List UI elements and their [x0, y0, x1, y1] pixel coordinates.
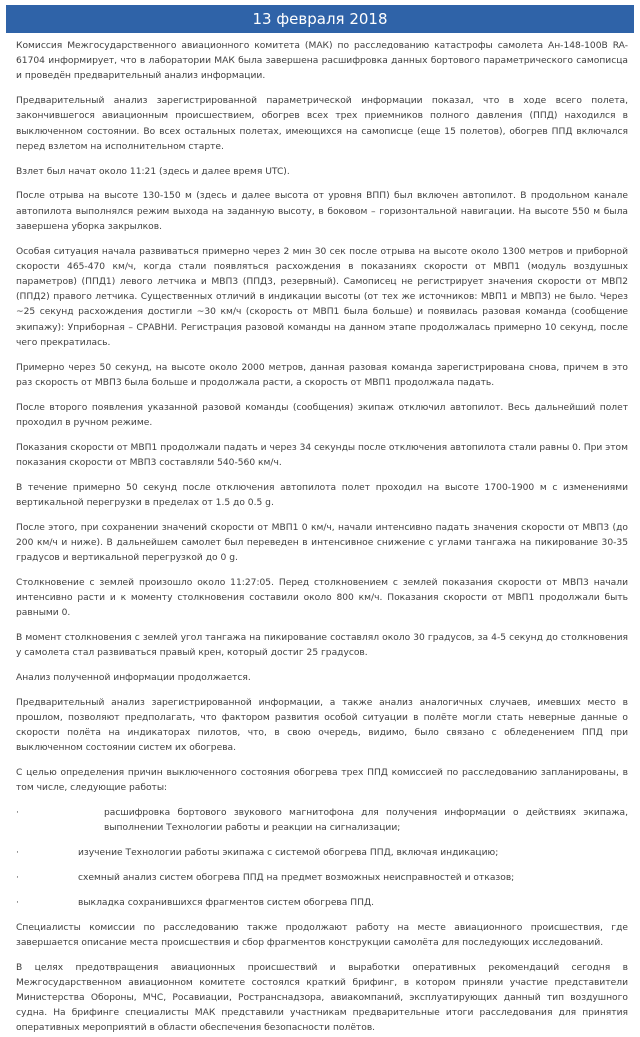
paragraph: В целях предотвращения авиационных происшествий и выработки оперативных рекомендаций сегодня в Межгосударственном авиационном комитете состоялся краткий брифинг, в котором приняли участие представители Министерства Обороны, МЧС, Росавиации, Ространснадзора, авиакомпаний, эксплуатирующих данный тип воздушного судна. На брифинге специалисты МАК представили участникам предварительные итоги расследования для принятия оперативных мероприятий в области обеспечения безопасности полётов.	[16, 962, 628, 1034]
paragraph: После этого, при сохранении значений скорости от МВП1 0 км/ч, начали интенсивно падать значения скорости от МВП3 (до 200 км/ч и ниже). В дальнейшем самолет был переведен в интенсивное снижение с углами тангажа на пикирование 30-35 градусов и вертикальной перегрузкой до 0 g.	[16, 522, 628, 564]
bullet-marker: ·	[16, 897, 19, 908]
paragraph: Комиссия Межгосударственного авиационного комитета (МАК) по расследованию катастрофы самолета Ан-148-100В RA-61704 информирует, что в лаборатории МАК была завершена расшифровка данных бортового параметрического самописца и проведён предварительный анализ информации.	[16, 41, 628, 82]
list-item	[16, 896, 628, 911]
paragraph: Анализ полученной информации продолжается.	[16, 673, 251, 684]
paragraph: Показания скорости от МВП1 продолжали падать и через 34 секунды после отключения автопилота стали равны 0. При этом показания скорости от МВП3 составляли 540-560 км/ч.	[16, 442, 628, 468]
paragraph: Предварительный анализ зарегистрированной параметрической информации показал, что в ходе всего полета, закончившегося авиационным происшествием, обогрев всех трех приемников полного давления (ППД) находился в выключенном состоянии. Во всех остальных полетах, имеющихся на самописце (еще 15 полетов), обогрев ППД включался перед взлетом на исполнительном старте.	[16, 96, 628, 152]
bullet-marker: ·	[16, 808, 19, 819]
paragraph: В течение примерно 50 секунд после отключения автопилота полет проходил на высоте 1700-1900 м с изменениями вертикальной перегрузки в пределах от 1.5 до 0.5 g.	[16, 482, 628, 508]
paragraph: Взлет был начат около 11:21 (здесь и далее время UTC).	[16, 166, 290, 177]
bullet-marker: ·	[16, 848, 19, 859]
paragraph: Примерно через 50 секунд, на высоте около 2000 метров, данная разовая команда зарегистрирована снова, причем в это раз скорость от МВП3 была больше и продолжала расти, а скорость от МВП1 продолжала падать.	[16, 362, 628, 388]
list-item-text: выкладка сохранившихся фрагментов систем обогрева ППД.	[78, 897, 374, 908]
bullet-marker: ·	[16, 873, 19, 884]
paragraph: Особая ситуация начала развиваться примерно через 2 мин 30 сек после отрыва на высоте около 1300 метров и приборной скорости 465-470 км/ч, когда стали появляться расхождения в показаниях скорости от МВП1 (модуль воздушных параметров) (ППД1) левого летчика и МВП3 (ППД3, резервный). Самописец не регистрирует значения скорости от МВП2 (ППД2) правого летчика. Существенных отличий в индикации высоты (от тех же источников: МВП1 и МВП3) не было. Через ~25 секунд расхождения достигли ~30 км/ч (скорость от МВП1 была больше) и появилась разовая команда (сообщение экипажу): Уприборная – СРАВНИ. Регистрация разовой команды на данном этапе продолжалась примерно 10 секунд, после чего прекратилась.	[16, 246, 628, 348]
paragraph: В момент столкновения с землей угол тангажа на пикирование составлял около 30 градусов, за 4-5 секунд до столкновения у самолета стал развиваться правый крен, который достиг 25 градусов.	[16, 633, 628, 659]
list-item	[16, 846, 628, 861]
list-item-text: расшифровка бортового звукового магнитофона для получения информации о действиях экипажа, выполнении Технологии работы и реакции на сигнализации;	[104, 808, 628, 834]
paragraph: Столкновение с землей произошло около 11:27:05. Перед столкновением с землей показания скорости от МВП3 начали интенсивно расти и к моменту столкновения составили около 800 км/ч. Показания скорости от МВП1 продолжали быть равными 0.	[16, 577, 628, 619]
paragraph: После второго появления указанной разовой команды (сообщения) экипаж отключил автопилот. Весь дальнейший полет проходил в ручном режиме.	[16, 402, 628, 428]
paragraph: Предварительный анализ зарегистрированной информации, а также анализ аналогичных случаев, имевших место в прошлом, позволяют предполагать, что фактором развития особой ситуации в полёте могли стать неверные данные о скорости полёта на индикаторах пилотов, что, в свою очередь, видимо, было связано с обледенением ППД при выключенном состоянии систем их обогрева.	[16, 697, 628, 754]
paragraph: После отрыва на высоте 130-150 м (здесь и далее высота от уровня ВПП) был включен автопилот. В продольном канале автопилота выполнялся режим выхода на заданную высоту, в боковом – горизонтальной навигации. На высоте 550 м была завершена уборка закрылков.	[16, 191, 628, 232]
list-item-text: изучение Технологии работы экипажа с системой обогрева ППД, включая индикацию;	[78, 848, 499, 859]
article-body	[0, 33, 640, 1037]
work-list	[16, 806, 628, 911]
paragraph: С целью определения причин выключенного состояния обогрева трех ППД комиссией по расследованию запланированы, в том числе, следующие работы:	[16, 768, 628, 794]
list-item-text: схемный анализ систем обогрева ППД на предмет возможных неисправностей и отказов;	[78, 873, 515, 884]
date-header: 13 февраля 2018	[6, 5, 634, 33]
list-item	[16, 871, 628, 886]
paragraph: Специалисты комиссии по расследованию также продолжают работу на месте авиационного происшествия, где завершается описание места происшествия и сбор фрагментов конструкции самолёта для последующих исследований.	[16, 922, 628, 948]
list-item	[16, 806, 628, 836]
